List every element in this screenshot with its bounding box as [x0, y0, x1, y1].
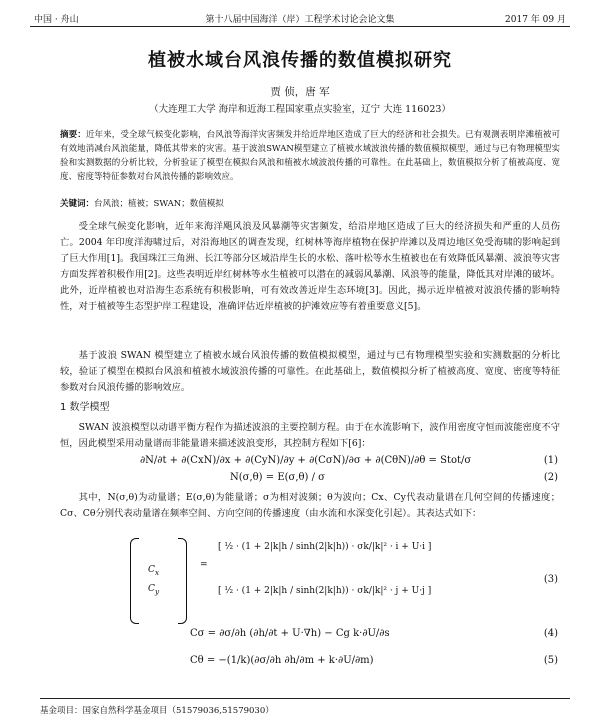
header-location: 中国 · 舟山	[34, 15, 79, 25]
affiliation: （大连理工大学 海岸和近海工程国家重点实验室，辽宁 大连 116023）	[149, 104, 451, 115]
section-heading: 1 数学模型	[60, 402, 110, 413]
authors: 贾 侦，唐 军	[270, 86, 330, 98]
header-date: 2017 年 09 月	[505, 15, 566, 25]
equation-3-matrix	[130, 538, 490, 624]
equals-sign: =	[200, 560, 208, 570]
keywords	[60, 197, 560, 209]
funding-footnote: 基金项目：国家自然科学基金项目（51579036,51579030）	[40, 698, 570, 716]
right-bracket	[178, 538, 187, 624]
x-component: [ ½ · (1 + 2|k|h / sinh(2|k|h)) · σk/|k|² · i + U·i ]	[218, 542, 432, 552]
left-bracket	[130, 538, 139, 624]
paragraph-intro: 受全球气候变化影响，近年来海洋飓风浪及风暴潮等灾害频发，给沿岸地区造成了巨大的经济损失和严重的人员伤亡。2004 年印度洋海啸过后，对沿海地区的调查发现，红树林等海岸植物在保护岸滩以及周边地区免受海啸的影响起到了巨大作用[1]。我国珠江三角洲、长江等部分区域沿岸生长的水松、落叶松等水生植被也在有效降低风暴潮、波浪等灾害方面发挥着积极作用[2]。这些表明近岸红树林等水生植被可以潜在的减弱风暴潮、风浪等的能量，降低其对岸滩的破坏。此外，近岸植被也对沿海生态系统有积极影响，可有效改善近岸生态环境[3]。因此，揭示近岸植被对波浪传播的影响特性，对于植被等生态型护岸工程建设，准确评估近岸植被的护滩效应等有着重要意义[5]。	[60, 221, 560, 312]
y-component: [ ½ · (1 + 2|k|h / sinh(2|k|h)) · σk/|k|² · j + U·j ]	[218, 586, 432, 596]
equation-2: N(σ,θ) = E(σ,θ) / σ	[230, 472, 325, 483]
paper-title: 植被水域台风浪传播的数值模拟研究	[148, 50, 452, 71]
header-proceedings: 第十八届中国海洋（岸）工程学术讨论会论文集	[205, 15, 395, 25]
equation-1: ∂N/∂t + ∂(CxN)/∂x + ∂(CyN)/∂y + ∂(CσN)/∂σ + ∂(CθN)/∂θ = Stot/σ	[140, 455, 472, 466]
equation-5: Cθ = −(1/k)(∂σ/∂h ∂h/∂m + k·∂U/∂m)	[190, 655, 374, 666]
abstract-label: 摘要：	[60, 130, 86, 140]
equation-3-number: (3)	[543, 574, 558, 585]
equation-1-number: (1)	[543, 455, 558, 466]
equation-5-number: (5)	[543, 655, 558, 666]
velocity-vector: $C_x$ $C_y$	[148, 565, 160, 596]
abstract-text: 近年来，受全球气候变化影响，台风浪等海洋灾害频发并给近岸地区造成了巨大的经济和社会损失。已有观测表明岸滩植被可有效地消减台风浪能量，降低其带来的灾害。基于波浪SWAN模型建立了植被水域波浪传播的数值模拟模型，通过与已有物理模型实验和实测数据的分析比较，分析验证了模型在模拟台风浪和植被水域波浪传播的可靠性。在此基础上，数值模拟分析了植被高度、宽度、密度等特征参数对台风浪传播的影响效应。	[60, 130, 560, 182]
running-header	[30, 10, 570, 27]
equation-4-number: (4)	[543, 628, 558, 639]
paragraph-definitions: 其中，N(σ,θ)为动量谱；E(σ,θ)为能量谱；σ为相对波频；θ为波向；Cx、Cy代表动量谱在几何空间的传播速度；Cσ、Cθ分别代表动量谱在频率空间、方向空间的传播速度（由水流和水深变化引起）。其表达式如下：	[60, 492, 560, 519]
equation-4: Cσ = ∂σ/∂h (∂h/∂t + U·∇h) − Cg k·∂U/∂s	[190, 628, 390, 639]
keywords-text: 台风浪；植被；SWAN；数值模拟	[94, 199, 224, 209]
equation-2-number: (2)	[543, 472, 558, 483]
paragraph-method: 基于波浪 SWAN 模型建立了植被水域台风浪传播的数值模拟模型，通过与已有物理模型实验和实测数据的分析比较，验证了模型在模拟台风浪和植被水域波浪传播的可靠性。在此基础上，数值模拟分析了植被高度、宽度、密度等特征参数对台风浪传播的影响效应。	[60, 350, 560, 393]
abstract	[60, 128, 560, 184]
keywords-label: 关键词：	[60, 199, 95, 209]
paragraph-model: SWAN 波浪模型以动谱平衡方程作为描述波浪的主要控制方程。由于在水流影响下，波作用密度守恒而波能密度不守恒，因此模型采用动量谱而非能量谱来描述波浪变形，其控制方程如下[6]：	[60, 422, 560, 449]
